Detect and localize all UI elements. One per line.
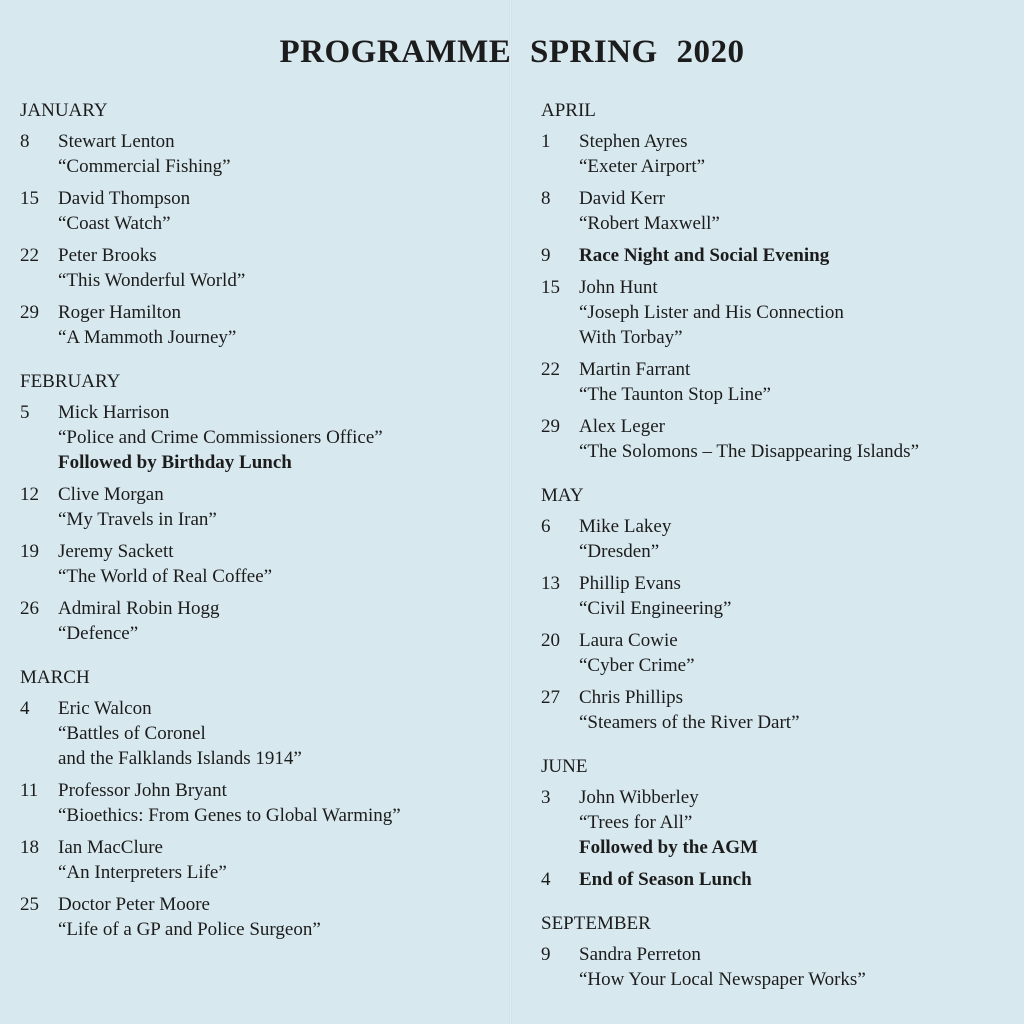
entry-date: 15 xyxy=(20,188,39,209)
event-note: Followed by Birthday Lunch xyxy=(58,452,292,473)
speaker-name: Ian MacClure xyxy=(58,837,163,858)
left-column xyxy=(20,100,500,949)
programme-entry xyxy=(541,414,1011,464)
talk-title: “Civil Engineering” xyxy=(579,598,732,619)
month-heading-january: JANUARY xyxy=(20,100,108,121)
programme-entry xyxy=(20,129,500,179)
programme-entry xyxy=(541,785,1011,860)
page-title: PROGRAMME SPRING 2020 xyxy=(279,34,745,70)
talk-title: “Police and Crime Commissioners Office” xyxy=(58,427,383,448)
speaker-name: Mike Lakey xyxy=(579,516,672,537)
talk-title: “An Interpreters Life” xyxy=(58,862,227,883)
programme-entry xyxy=(20,186,500,236)
talk-title: “Trees for All” xyxy=(579,812,693,833)
programme-entry xyxy=(541,275,1011,350)
entry-date: 22 xyxy=(541,359,560,380)
talk-title: “The World of Real Coffee” xyxy=(58,566,273,587)
month-heading-may: MAY xyxy=(541,485,584,506)
talk-title: “How Your Local Newspaper Works” xyxy=(579,969,866,990)
entry-date: 26 xyxy=(20,598,39,619)
programme-entry xyxy=(541,357,1011,407)
speaker-name: Martin Farrant xyxy=(579,359,691,380)
talk-title: “Defence” xyxy=(58,623,139,644)
month-heading-april: APRIL xyxy=(541,100,596,121)
speaker-name: Laura Cowie xyxy=(579,630,678,651)
entry-date: 9 xyxy=(541,245,551,266)
programme-entry xyxy=(541,129,1011,179)
programme-entry xyxy=(541,628,1011,678)
right-column xyxy=(541,100,1011,999)
talk-title: “Robert Maxwell” xyxy=(579,213,720,234)
talk-title: “My Travels in Iran” xyxy=(58,509,217,530)
programme-entry xyxy=(20,835,500,885)
programme-entry xyxy=(541,514,1011,564)
talk-title: “The Solomons – The Disappearing Islands” xyxy=(579,441,919,462)
talk-title: “Battles of Coronel xyxy=(58,723,206,744)
talk-title: “Joseph Lister and His Connection xyxy=(579,302,844,323)
talk-title: “Life of a GP and Police Surgeon” xyxy=(58,919,321,940)
programme-entry xyxy=(20,596,500,646)
programme-entry xyxy=(541,942,1011,992)
speaker-name: Chris Phillips xyxy=(579,687,683,708)
speaker-name: Doctor Peter Moore xyxy=(58,894,210,915)
entry-date: 8 xyxy=(541,188,551,209)
programme-entry xyxy=(541,685,1011,735)
programme-entry xyxy=(541,243,1011,268)
entry-date: 1 xyxy=(541,131,551,152)
entry-date: 5 xyxy=(20,402,30,423)
speaker-name: Mick Harrison xyxy=(58,402,170,423)
entry-date: 6 xyxy=(541,516,551,537)
entry-date: 27 xyxy=(541,687,560,708)
speaker-name: Alex Leger xyxy=(579,416,665,437)
speaker-name: Jeremy Sackett xyxy=(58,541,174,562)
programme-entry xyxy=(20,243,500,293)
page-fold xyxy=(509,0,512,1024)
programme-entry xyxy=(20,778,500,828)
event-title: Race Night and Social Evening xyxy=(579,245,830,266)
speaker-name: David Thompson xyxy=(58,188,191,209)
programme-entry xyxy=(20,482,500,532)
talk-title: “Dresden” xyxy=(579,541,660,562)
entry-date: 13 xyxy=(541,573,560,594)
talk-title-continued: and the Falklands Islands 1914” xyxy=(58,748,302,769)
talk-title: “A Mammoth Journey” xyxy=(58,327,237,348)
entry-date: 25 xyxy=(20,894,39,915)
entry-date: 11 xyxy=(20,780,39,801)
entry-date: 29 xyxy=(541,416,560,437)
programme-entry xyxy=(541,186,1011,236)
entry-date: 3 xyxy=(541,787,551,808)
speaker-name: Professor John Bryant xyxy=(58,780,227,801)
speaker-name: John Wibberley xyxy=(579,787,699,808)
programme-entry xyxy=(20,300,500,350)
speaker-name: Stewart Lenton xyxy=(58,131,175,152)
programme-entry xyxy=(20,892,500,942)
event-note: Followed by the AGM xyxy=(579,837,758,858)
programme-entry xyxy=(20,539,500,589)
speaker-name: Phillip Evans xyxy=(579,573,681,594)
speaker-name: Clive Morgan xyxy=(58,484,164,505)
programme-entry xyxy=(20,696,500,771)
programme-entry xyxy=(20,400,500,475)
month-heading-september: SEPTEMBER xyxy=(541,913,651,934)
entry-date: 20 xyxy=(541,630,560,651)
entry-date: 9 xyxy=(541,944,551,965)
talk-title: “Bioethics: From Genes to Global Warming” xyxy=(58,805,401,826)
entry-date: 12 xyxy=(20,484,39,505)
entry-date: 29 xyxy=(20,302,39,323)
event-title: End of Season Lunch xyxy=(579,869,752,890)
entry-date: 8 xyxy=(20,131,30,152)
speaker-name: David Kerr xyxy=(579,188,665,209)
month-heading-june: JUNE xyxy=(541,756,588,777)
talk-title-continued: With Torbay” xyxy=(579,327,683,348)
entry-date: 4 xyxy=(541,869,551,890)
speaker-name: John Hunt xyxy=(579,277,658,298)
month-heading-february: FEBRUARY xyxy=(20,371,121,392)
talk-title: “The Taunton Stop Line” xyxy=(579,384,771,405)
speaker-name: Eric Walcon xyxy=(58,698,152,719)
talk-title: “Exeter Airport” xyxy=(579,156,706,177)
talk-title: “Cyber Crime” xyxy=(579,655,695,676)
entry-date: 15 xyxy=(541,277,560,298)
speaker-name: Peter Brooks xyxy=(58,245,157,266)
month-heading-march: MARCH xyxy=(20,667,90,688)
talk-title: “Coast Watch” xyxy=(58,213,171,234)
entry-date: 22 xyxy=(20,245,39,266)
talk-title: “Steamers of the River Dart” xyxy=(579,712,800,733)
entry-date: 18 xyxy=(20,837,39,858)
talk-title: “This Wonderful World” xyxy=(58,270,246,291)
speaker-name: Admiral Robin Hogg xyxy=(58,598,220,619)
programme-entry xyxy=(541,867,1011,892)
speaker-name: Sandra Perreton xyxy=(579,944,701,965)
speaker-name: Roger Hamilton xyxy=(58,302,181,323)
talk-title: “Commercial Fishing” xyxy=(58,156,231,177)
programme-entry xyxy=(541,571,1011,621)
entry-date: 4 xyxy=(20,698,30,719)
speaker-name: Stephen Ayres xyxy=(579,131,688,152)
entry-date: 19 xyxy=(20,541,39,562)
